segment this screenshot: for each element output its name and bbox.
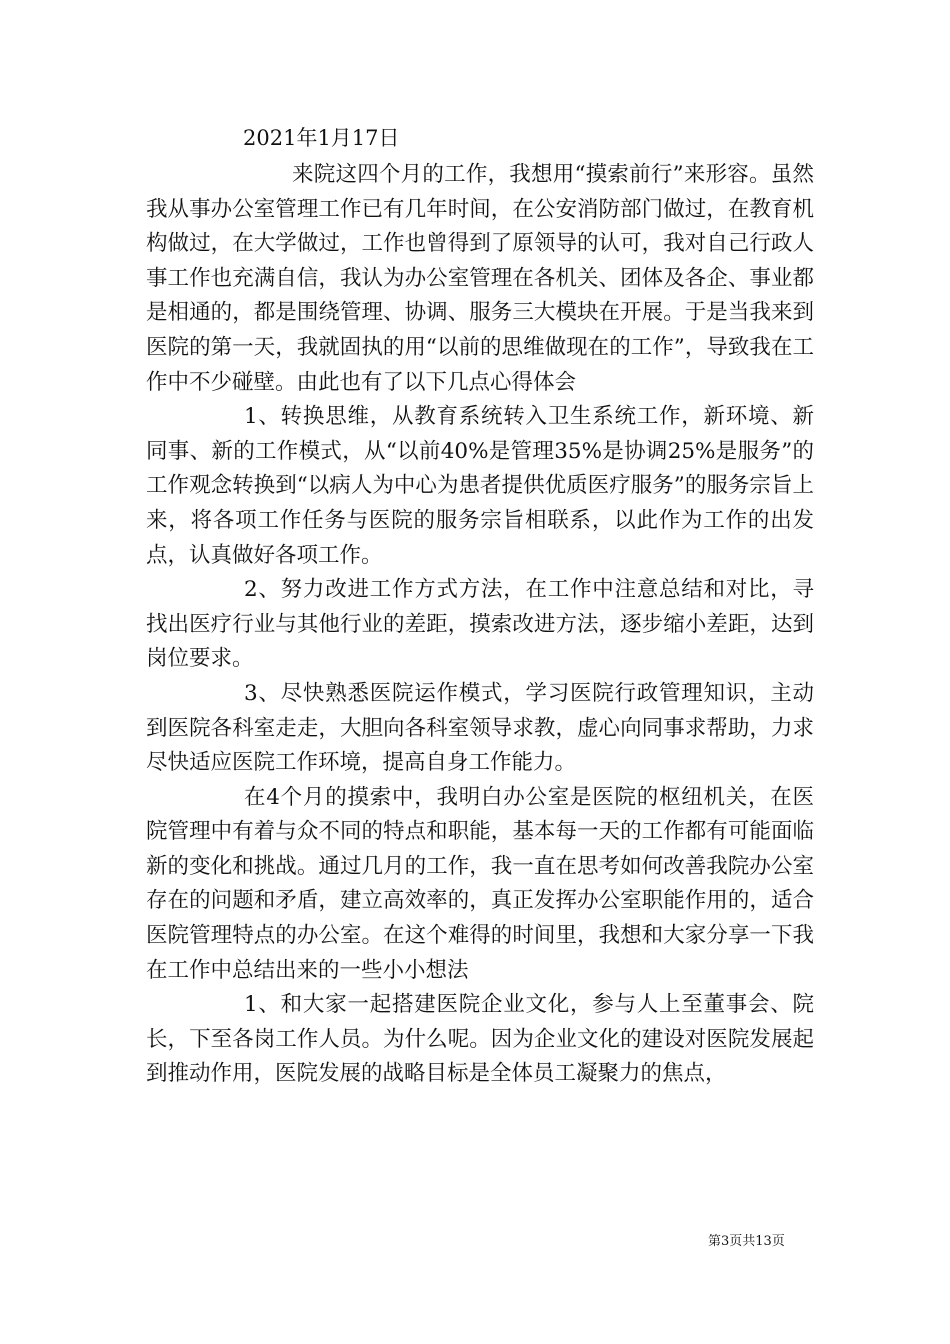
paragraph-point-2: 2、努力改进工作方式方法，在工作中注意总结和对比，寻找出医疗行业与其他行业的差距，摸索改进方法，逐步缩小差距，达到岗位要求。	[146, 577, 814, 672]
paragraph-idea-1: 1、和大家一起搭建医院企业文化，参与人上至董事会、院长，下至各岗工作人员。为什么呢。因为企业文化的建设对医院发展起到推动作用，医院发展的战略目标是全体员工凝聚力的焦点，	[146, 992, 814, 1087]
page-number-footer: 第3页共13页	[708, 1234, 785, 1249]
paragraph-reflection: 在4个月的摸索中，我明白办公室是医院的枢纽机关，在医院管理中有着与众不同的特点和职能，基本每一天的工作都有可能面临新的变化和挑战。通过几月的工作，我一直在思考如何改善我院办公室存在的问题和矛盾，建立高效率的，真正发挥办公室职能作用的，适合医院管理特点的办公室。在这个难得的时间里，我想和大家分享一下我在工作中总结出来的一些小小想法	[146, 784, 814, 983]
paragraph-point-3: 3、尽快熟悉医院运作模式，学习医院行政管理知识，主动到医院各科室走走，大胆向各科室领导求教，虚心向同事求帮助，力求尽快适应医院工作环境，提高自身工作能力。	[146, 680, 814, 776]
paragraph-point-1: 1、转换思维，从教育系统转入卫生系统工作，新环境、新同事、新的工作模式，从“以前40%是管理35%是协调25%是服务”的工作观念转换到“以病人为中心为患者提供优质医疗服务”的服务宗旨上来，将各项工作任务与医院的服务宗旨相联系，以此作为工作的出发点，认真做好各项工作。	[146, 404, 814, 568]
document-date: 2021年1月17日	[243, 126, 400, 150]
paragraph-intro: 来院这四个月的工作，我想用“摸索前行”来形容。虽然我从事办公室管理工作已有几年时间，在公安消防部门做过，在教育机构做过，在大学做过，工作也曾得到了原领导的认可，我对自己行政人事工作也充满自信，我认为办公室管理在各机关、团体及各企、事业都是相通的，都是围绕管理、协调、服务三大模块在开展。于是当我来到医院的第一天，我就固执的用“以前的思维做现在的工作”，导致我在工作中不少碰壁。由此也有了以下几点心得体会	[146, 162, 814, 395]
document-body	[146, 158, 814, 1092]
